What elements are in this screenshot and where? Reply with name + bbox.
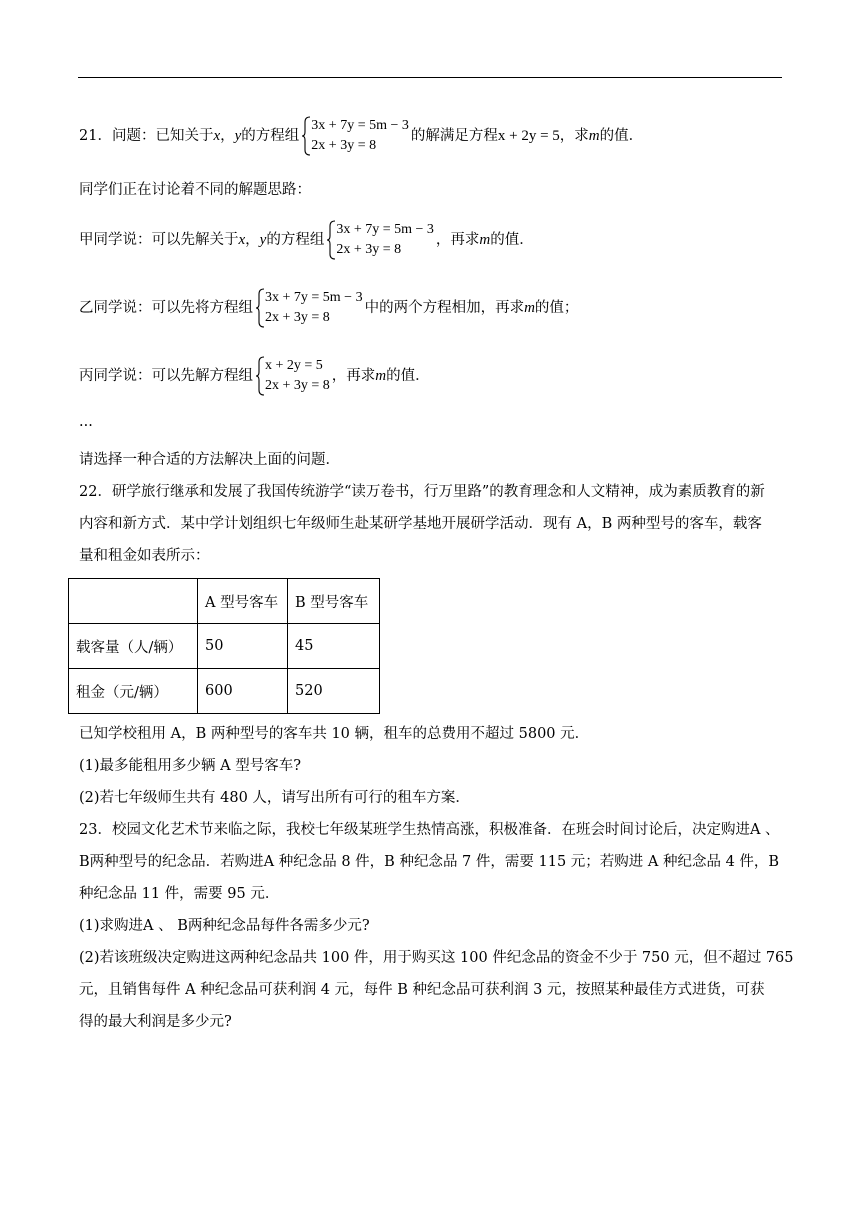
q21-instruction: 请选择一种合适的方法解决上面的问题． <box>79 452 340 468</box>
table-header-row <box>69 579 380 624</box>
system-row-2: 2x + 3y = 8 <box>311 138 377 153</box>
table-header-cell: B 型号客车 <box>288 579 380 624</box>
yi-text-c: 的值； <box>534 300 579 316</box>
table-cell: 45 <box>288 624 380 669</box>
system-row-1: 3x + 7y = 5m − 3 <box>336 222 434 237</box>
yi-text-b: 中的两个方程相加，再求 <box>364 300 525 316</box>
system-row-2: 2x + 3y = 8 <box>336 242 402 257</box>
q21-prompt-d: ，求 <box>559 128 589 144</box>
jia-text-c: ，再求 <box>435 232 480 248</box>
table-row <box>69 624 380 669</box>
q21-prompt-a: 21．问题：已知关于 <box>79 128 214 144</box>
var-m: m <box>375 368 387 384</box>
q21-prompt-c: 的解满足方程 <box>410 128 498 144</box>
var-x: x <box>213 128 221 144</box>
table-cell: 520 <box>288 669 380 714</box>
q23-part-1: (1)求购进A 、 B两种纪念品每件各需多少元? <box>79 918 370 934</box>
var-x: x <box>238 232 246 248</box>
bing-text-b: ，再求 <box>331 368 376 384</box>
var-y: y <box>259 232 267 248</box>
yi-text-a: 乙同学说：可以先将方程组 <box>79 300 253 316</box>
table-row <box>69 669 380 714</box>
var-m: m <box>524 300 535 316</box>
q21-question-line <box>79 116 643 156</box>
q21-ellipsis: ··· <box>79 418 93 434</box>
equation: x + 2y = 5 <box>497 128 560 144</box>
equation-system-yi <box>255 288 363 328</box>
table-cell: 50 <box>198 624 288 669</box>
table-header-cell: A 型号客车 <box>198 579 288 624</box>
q22-line-4: 已知学校租用 A，B 两种型号的客车共 10 辆，租车的总费用不超过 5800 元． <box>79 726 590 742</box>
brace-icon <box>255 356 265 396</box>
var-m: m <box>588 128 600 144</box>
bus-table <box>68 578 380 714</box>
q21-bing-line <box>79 356 430 396</box>
q22-part-1: (1)最多能租用多少辆 A 型号客车? <box>79 758 302 774</box>
comma: ， <box>245 232 260 248</box>
q22-part-2: (2)若七年级师生共有 480 人，请写出所有可行的租车方案． <box>79 790 470 806</box>
system-row-1: x + 2y = 5 <box>265 358 323 373</box>
equation-system-jia <box>326 220 434 260</box>
jia-text-b: 的方程组 <box>266 232 325 248</box>
table-cell: 载客量（人/辆） <box>69 624 198 669</box>
system-row-2: 2x + 3y = 8 <box>265 310 330 325</box>
brace-icon <box>255 288 265 328</box>
header-rule <box>78 77 782 78</box>
equation-system-1 <box>301 116 409 156</box>
table-cell: 租金（元/辆） <box>69 669 198 714</box>
q23-line-3: 种纪念品 11 件，需要 95 元． <box>79 886 280 902</box>
q22-line-2: 内容和新方式．某中学计划组织七年级师生赴某研学基地开展研学活动．现有 A，B 两种型号的客车，载客 <box>79 516 762 532</box>
jia-text-d: 的值． <box>490 232 534 248</box>
q23-line-1: 23．校园文化艺术节来临之际，我校七年级某班学生热情高涨，积极准备．在班会时间讨论后，决定购进A 、 <box>79 822 780 838</box>
q23-part-2-line-2: 元，且销售每件 A 种纪念品可获利润 4 元，每件 B 种纪念品可获利润 3 元，按照某种最佳方式进货，可获 <box>79 982 765 998</box>
q21-jia-line <box>79 220 534 260</box>
q22-line-1: 22．研学旅行继承和发展了我国传统游学“读万卷书，行万里路”的教育理念和人文精神，成为素质教育的新 <box>79 484 765 500</box>
var-y: y <box>234 128 242 144</box>
q21-yi-line <box>79 288 578 328</box>
q23-part-2-line-3: 得的最大利润是多少元? <box>79 1014 232 1030</box>
q21-prompt-e: 的值． <box>599 128 644 144</box>
comma: ， <box>220 128 235 144</box>
brace-icon <box>301 116 311 156</box>
table-header-cell <box>69 579 198 624</box>
table-cell: 600 <box>198 669 288 714</box>
system-row-1: 3x + 7y = 5m − 3 <box>265 290 363 305</box>
q21-discussion: 同学们正在讨论着不同的解题思路： <box>79 182 311 198</box>
bing-text-a: 丙同学说：可以先解方程组 <box>79 368 253 384</box>
system-row-2: 2x + 3y = 8 <box>265 378 330 393</box>
q23-part-2-line-1: (2)若该班级决定购进这两种纪念品共 100 件，用于购买这 100 件纪念品的资金不少于 750 元，但不超过 765 <box>79 950 794 966</box>
system-row-1: 3x + 7y = 5m − 3 <box>311 118 409 133</box>
equation-system-bing <box>255 356 330 396</box>
q23-line-2: B两种型号的纪念品．若购进A 种纪念品 8 件，B 种纪念品 7 件，需要 115 元；若购进 A 种纪念品 4 件，B <box>79 854 780 870</box>
jia-text-a: 甲同学说：可以先解关于 <box>79 232 239 248</box>
var-m: m <box>479 232 491 248</box>
q21-prompt-b: 的方程组 <box>241 128 300 144</box>
q22-line-3: 量和租金如表所示： <box>79 548 210 564</box>
bing-text-c: 的值． <box>386 368 430 384</box>
brace-icon <box>326 220 336 260</box>
